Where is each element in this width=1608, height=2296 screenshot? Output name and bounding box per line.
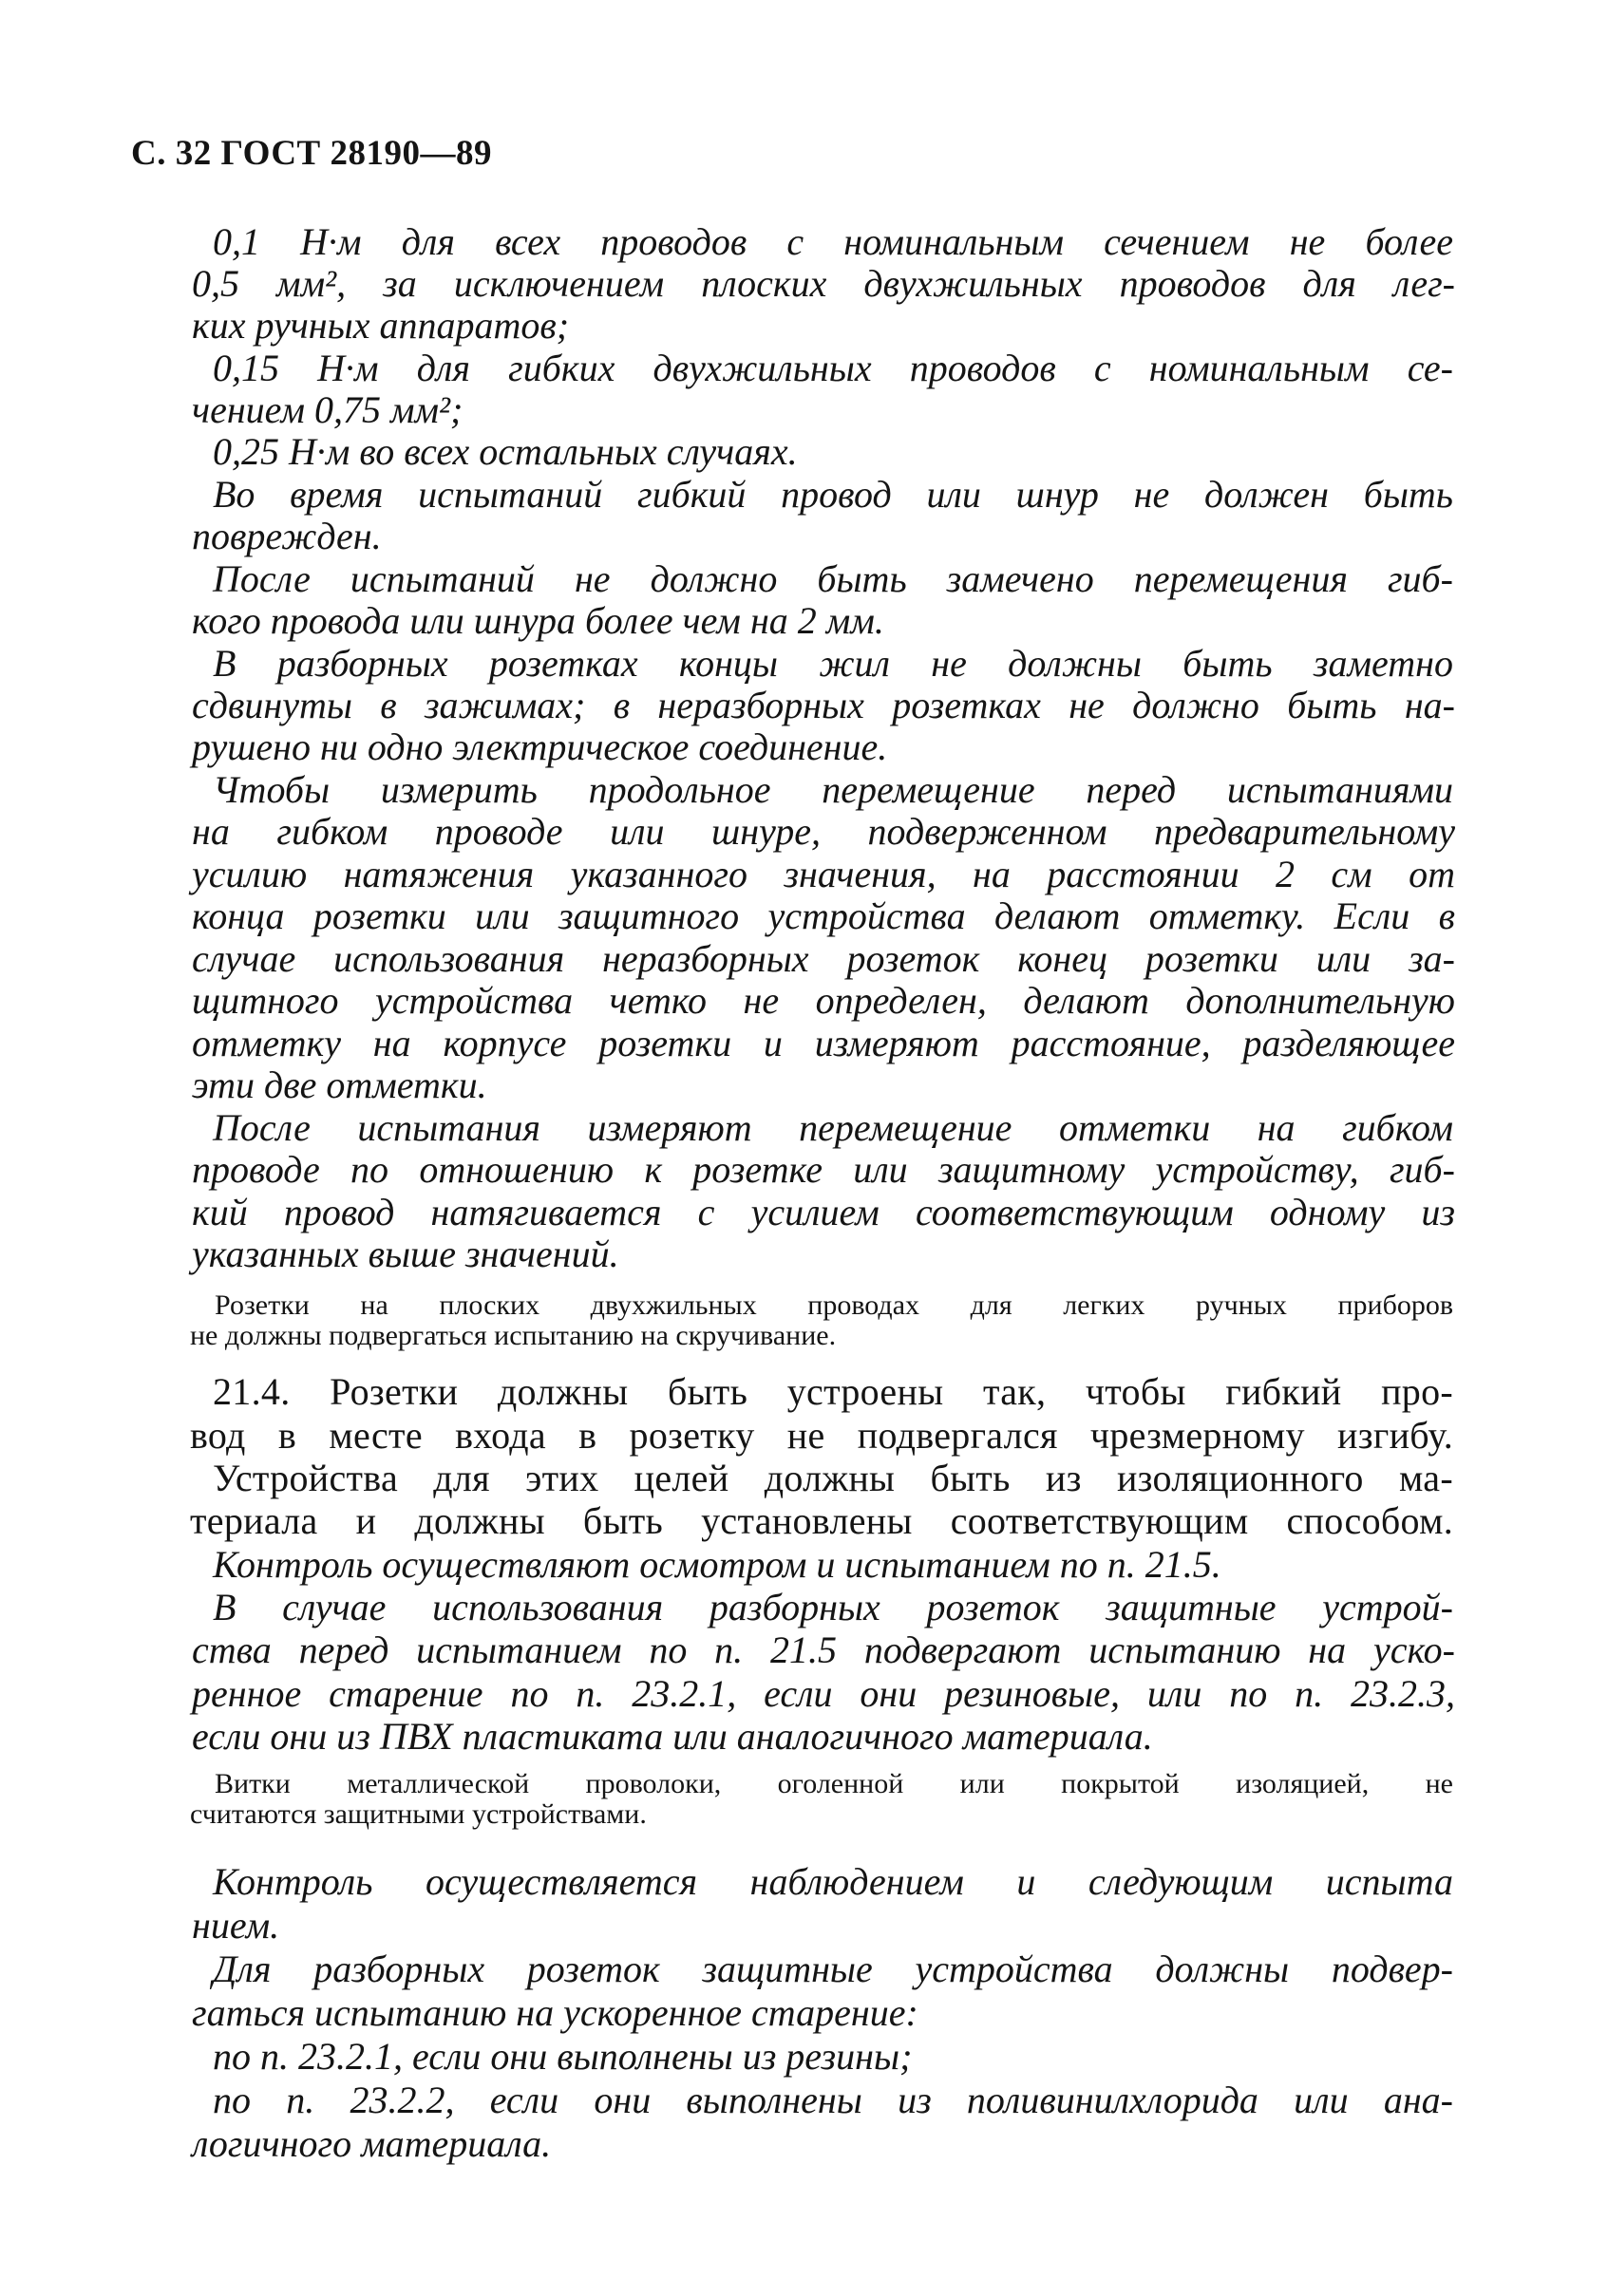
page-header: С. 32 ГОСТ 28190—89: [131, 134, 492, 173]
text-line: ких ручных аппаратов;: [192, 304, 570, 347]
text-line: усилию натяжения указанного значения, на расстоянии 2 см от: [192, 853, 1455, 895]
text-line: по п. 23.2.2, если они выполнены из поливинилхлорида или ана-: [213, 2079, 1453, 2121]
note-line: считаются защитными устройствами.: [190, 1798, 647, 1830]
text-line: кий провод натягивается с усилием соответствующим одному из: [192, 1191, 1455, 1233]
text-line: 0,1 Н·м для всех проводов с номинальным сечением не более: [213, 220, 1453, 263]
text-line: Контроль осуществляется наблюдением и следующим испыта: [213, 1860, 1453, 1903]
text-line: Контроль осуществляют осмотром и испытанием по п. 21.5.: [213, 1543, 1221, 1586]
clause-21-4-line: 21.4. Розетки должны быть устроены так, чтобы гибкий про-: [213, 1370, 1453, 1413]
text-line: проводе по отношению к розетке или защитному устройству, гиб-: [192, 1148, 1455, 1191]
note-line: не должны подвергаться испытанию на скручивание.: [190, 1320, 837, 1351]
text-line: 0,25 Н·м во всех остальных случаях.: [213, 430, 798, 473]
note-line: Витки металлической проволоки, оголенной или покрытой изоляцией, не: [215, 1768, 1453, 1799]
text-line: кого провода или шнура более чем на 2 мм.: [192, 599, 884, 642]
text-line: эти две отметки.: [192, 1063, 487, 1106]
text-line: отметку на корпусе розетки и измеряют расстояние, разделяющее: [192, 1022, 1455, 1064]
clause-21-4-line: вод в месте входа в розетку не подвергался чрезмерному изгибу.: [190, 1414, 1453, 1457]
text-line: конца розетки или защитного устройства делают отметку. Если в: [192, 894, 1455, 937]
text-line: рушено ни одно электрическое соединение.: [192, 725, 888, 768]
text-line: по п. 23.2.1, если они выполнены из резины;: [213, 2035, 913, 2078]
text-line: Для разборных розеток защитные устройства должны подвер-: [213, 1948, 1453, 1990]
text-line: нием.: [192, 1904, 280, 1947]
text-line: После испытания измеряют перемещение отметки на гибком: [213, 1106, 1453, 1149]
text-line: щитного устройства четко не определен, делают дополнительную: [192, 979, 1455, 1022]
text-line: логичного материала.: [192, 2122, 552, 2165]
text-line: В разборных розетках концы жил не должны быть заметно: [213, 642, 1453, 685]
text-line: 0,15 Н·м для гибких двухжильных проводов с номинальным се-: [213, 347, 1453, 389]
text-line: 0,5 мм², за исключением плоских двухжильных проводов для лег-: [192, 262, 1455, 305]
text-line: ства перед испытанием по п. 21.5 подвергают испытанию на уско-: [192, 1628, 1455, 1671]
text-line: гаться испытанию на ускоренное старение:: [192, 1991, 918, 2034]
text-line: чением 0,75 мм²;: [192, 388, 463, 431]
text-line: если они из ПВХ пластиката или аналогичного материала.: [192, 1715, 1153, 1758]
text-line: Во время испытаний гибкий провод или шнур не должен быть: [213, 473, 1453, 516]
text-line: После испытаний не должно быть замечено перемещения гиб-: [213, 557, 1453, 600]
clause-21-4-line: Устройства для этих целей должны быть из изоляционного ма-: [213, 1457, 1453, 1499]
text-line: сдвинуты в зажимах; в неразборных розетках не должно быть на-: [192, 684, 1455, 726]
text-line: Чтобы измерить продольное перемещение перед испытаниями: [213, 768, 1453, 811]
text-line: случае использования неразборных розеток конец розетки или за-: [192, 937, 1455, 980]
clause-21-4-line: териала и должны быть установлены соответствующим способом.: [190, 1499, 1453, 1542]
text-line: на гибком проводе или шнуре, подверженном предварительному: [192, 810, 1455, 853]
text-line: ренное старение по п. 23.2.1, если они резиновые, или по п. 23.2.3,: [192, 1672, 1455, 1715]
text-line: поврежден.: [192, 515, 382, 557]
text-line: В случае использования разборных розеток защитные устрой-: [213, 1586, 1453, 1628]
note-line: Розетки на плоских двухжильных проводах для легких ручных приборов: [215, 1289, 1453, 1321]
text-line: указанных выше значений.: [192, 1233, 619, 1275]
